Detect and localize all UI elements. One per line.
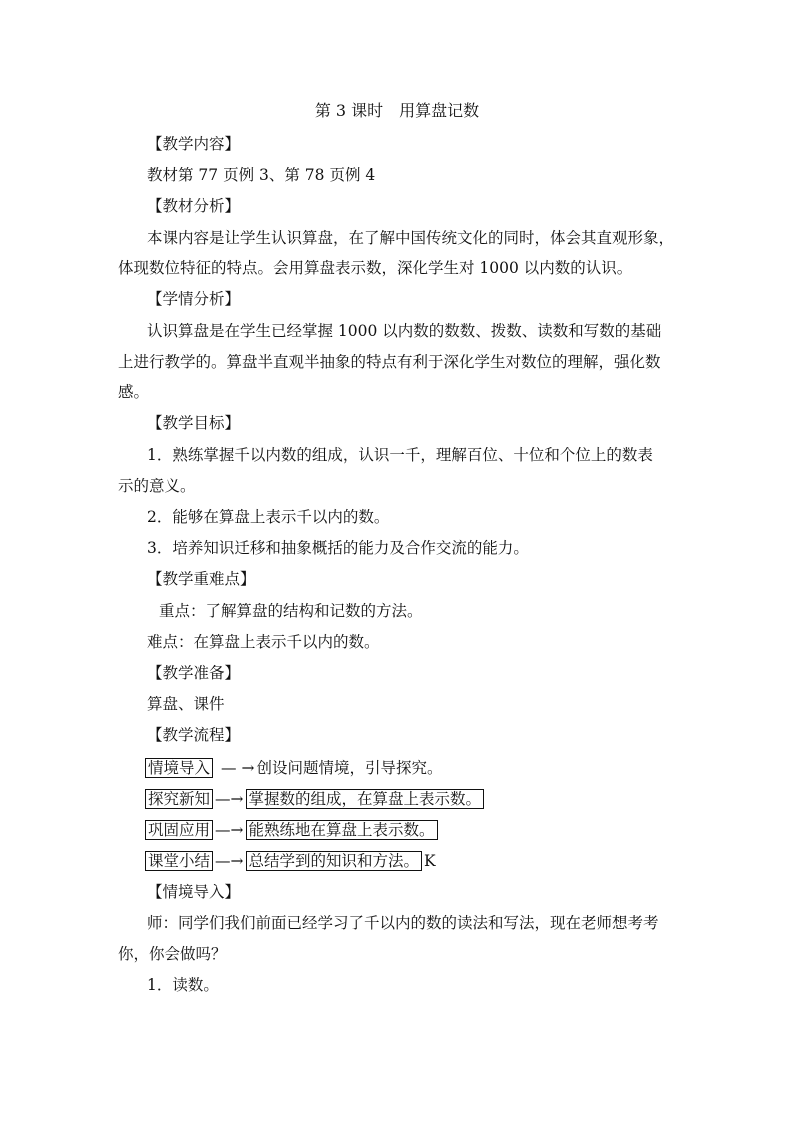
goal-1-line-1: 1．熟练掌握千以内数的组成，认识一千，理解百位、十位和个位上的数表 — [147, 446, 653, 464]
goal-1-line-2: 示的意义。 — [118, 477, 196, 495]
difficult-point-text: 难点：在算盘上表示千以内的数。 — [147, 633, 380, 651]
heading-teaching-content: 【教学内容】 — [147, 135, 241, 153]
intro-line-2: 你，你会做吗？ — [118, 945, 227, 963]
flow-arrow-icon: —→ — [215, 790, 244, 808]
student-analysis-line-3: 感。 — [118, 383, 150, 401]
flow-arrow-icon: — → — [221, 759, 255, 777]
heading-preparation: 【教学准备】 — [147, 664, 241, 682]
flow-stage-box: 巩固应用 — [145, 820, 213, 840]
heading-student-analysis: 【学情分析】 — [147, 290, 241, 308]
flow-description-box: 掌握数的组成，在算盘上表示数。 — [246, 789, 485, 809]
heading-material-analysis: 【教材分析】 — [147, 197, 241, 215]
flow-row-1 — [145, 758, 442, 778]
goal-2: 2．能够在算盘上表示千以内的数。 — [147, 508, 390, 526]
flow-arrow-icon: —→ — [215, 852, 244, 870]
flow-row-4 — [145, 851, 436, 871]
material-analysis-line-2: 体现数位特征的特点。会用算盘表示数，深化学生对 1000 以内数的认识。 — [118, 259, 633, 277]
flow-arrow-icon: —→ — [215, 821, 244, 839]
intro-line-1: 师：同学们我们前面已经学习了千以内的数的读法和写法，现在老师想考考 — [147, 914, 659, 932]
heading-teaching-flow: 【教学流程】 — [147, 726, 241, 744]
student-analysis-line-2: 上进行教学的。算盘半直观半抽象的特点有利于深化学生对数位的理解，强化数 — [118, 353, 661, 371]
flow-row-3 — [145, 820, 438, 840]
flow-trailing-mark: K — [424, 852, 436, 870]
flow-description-box: 能熟练地在算盘上表示数。 — [246, 820, 438, 840]
flow-description: 创设问题情境，引导探究。 — [256, 759, 443, 777]
student-analysis-line-1: 认识算盘是在学生已经掌握 1000 以内数的数数、拨数、读数和写数的基础 — [147, 322, 662, 340]
page-title: 第 3 课时 用算盘记数 — [314, 101, 480, 120]
flow-stage-box: 情境导入 — [145, 758, 213, 778]
key-point-text: 重点：了解算盘的结构和记数的方法。 — [159, 602, 423, 620]
teaching-content-text: 教材第 77 页例 3、第 78 页例 4 — [147, 166, 376, 184]
heading-situation-intro: 【情境导入】 — [147, 883, 241, 901]
read-numbers-item: 1．读数。 — [147, 976, 219, 994]
preparation-text: 算盘、课件 — [147, 695, 225, 713]
goal-3: 3．培养知识迁移和抽象概括的能力及合作交流的能力。 — [147, 539, 529, 557]
heading-key-points: 【教学重难点】 — [147, 570, 256, 588]
flow-row-2 — [145, 789, 484, 809]
flow-stage-box: 课堂小结 — [145, 851, 213, 871]
heading-teaching-goals: 【教学目标】 — [147, 414, 241, 432]
flow-description-box: 总结学到的知识和方法。 — [246, 851, 423, 871]
flow-stage-box: 探究新知 — [145, 789, 213, 809]
material-analysis-line-1: 本课内容是让学生认识算盘，在了解中国传统文化的同时，体会其直观形象， — [147, 229, 675, 247]
